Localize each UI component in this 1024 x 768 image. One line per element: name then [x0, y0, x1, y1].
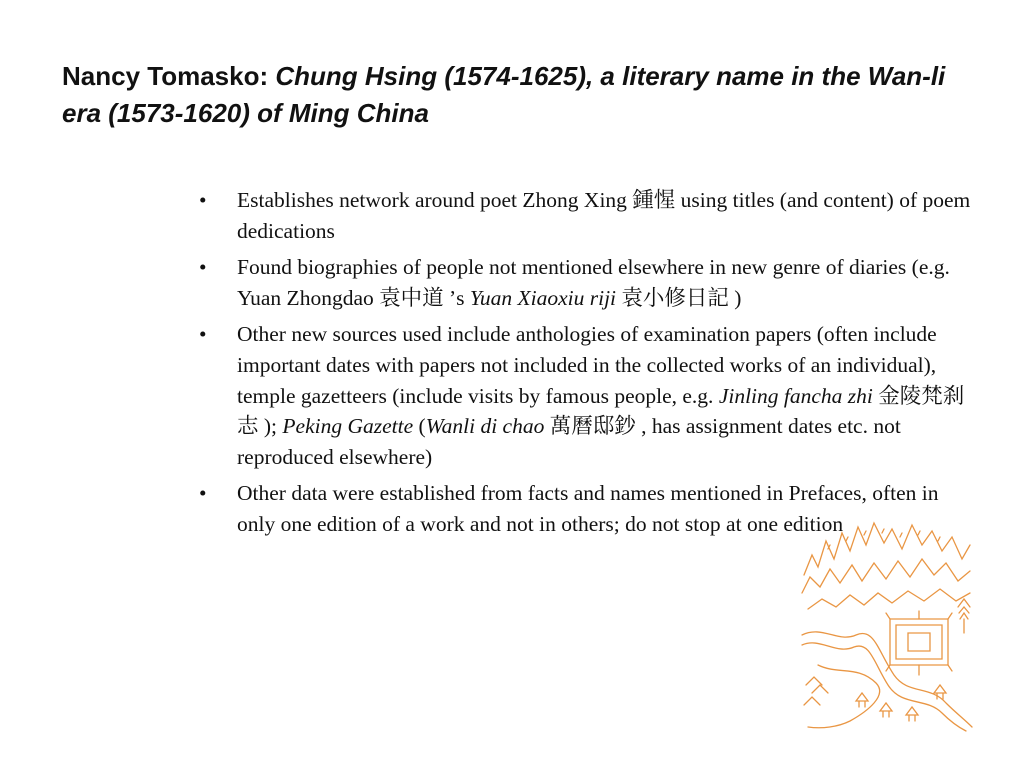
- bullet-dot: •: [199, 481, 207, 506]
- bullet-dot: •: [199, 188, 207, 212]
- bullet-text: (: [413, 414, 426, 439]
- diary-title: Yuan Xiaoxiu riji: [469, 285, 617, 310]
- gazette-title: Peking Gazette: [282, 414, 414, 439]
- bullet-item: [199, 478, 971, 539]
- bullet-text: Found biographies of people not mentioned elsewhere in new genre of diaries (e.g. Yuan Zhongdao 袁中道 ’s: [237, 255, 950, 310]
- title-work: Chung Hsing (1574-1625), a literary name in the Wan-li era (1573-1620) of Ming China: [62, 61, 946, 128]
- bullet-text: Establishes network around poet Zhong Xing 鍾惺 using titles (and content) of poem dedications: [237, 188, 971, 243]
- bullet-text: Other data were established from facts and names mentioned in Prefaces, often in only one edition of a work and not in others; do not stop at one edition: [237, 481, 939, 536]
- bullet-text: Other new sources used include anthologies of examination papers (often include important dates with papers not included in the collected works of an individual), temple gazetteers (include visits by famous people, e.g.: [237, 322, 937, 408]
- bullet-dot: •: [199, 322, 207, 347]
- bullet-dot: •: [199, 255, 207, 280]
- slide-title: [62, 58, 962, 132]
- bullet-list: [199, 185, 971, 546]
- bullet-item: [199, 252, 971, 313]
- bullet-item: [199, 185, 971, 246]
- ming-city-map-illustration: [798, 515, 974, 733]
- bullet-item: [199, 319, 971, 472]
- gazetteer-title: Jinling fancha zhi: [718, 383, 873, 408]
- title-author: Nancy Tomasko:: [62, 61, 276, 91]
- wanli-title: Wanli di chao: [425, 414, 545, 439]
- bullet-text: 袁小修日記 ): [616, 285, 742, 310]
- bullet-text: 萬曆邸鈔 , has assignment dates etc. not reproduced elsewhere): [237, 414, 901, 469]
- bullet-text: 金陵梵刹志 );: [237, 383, 965, 439]
